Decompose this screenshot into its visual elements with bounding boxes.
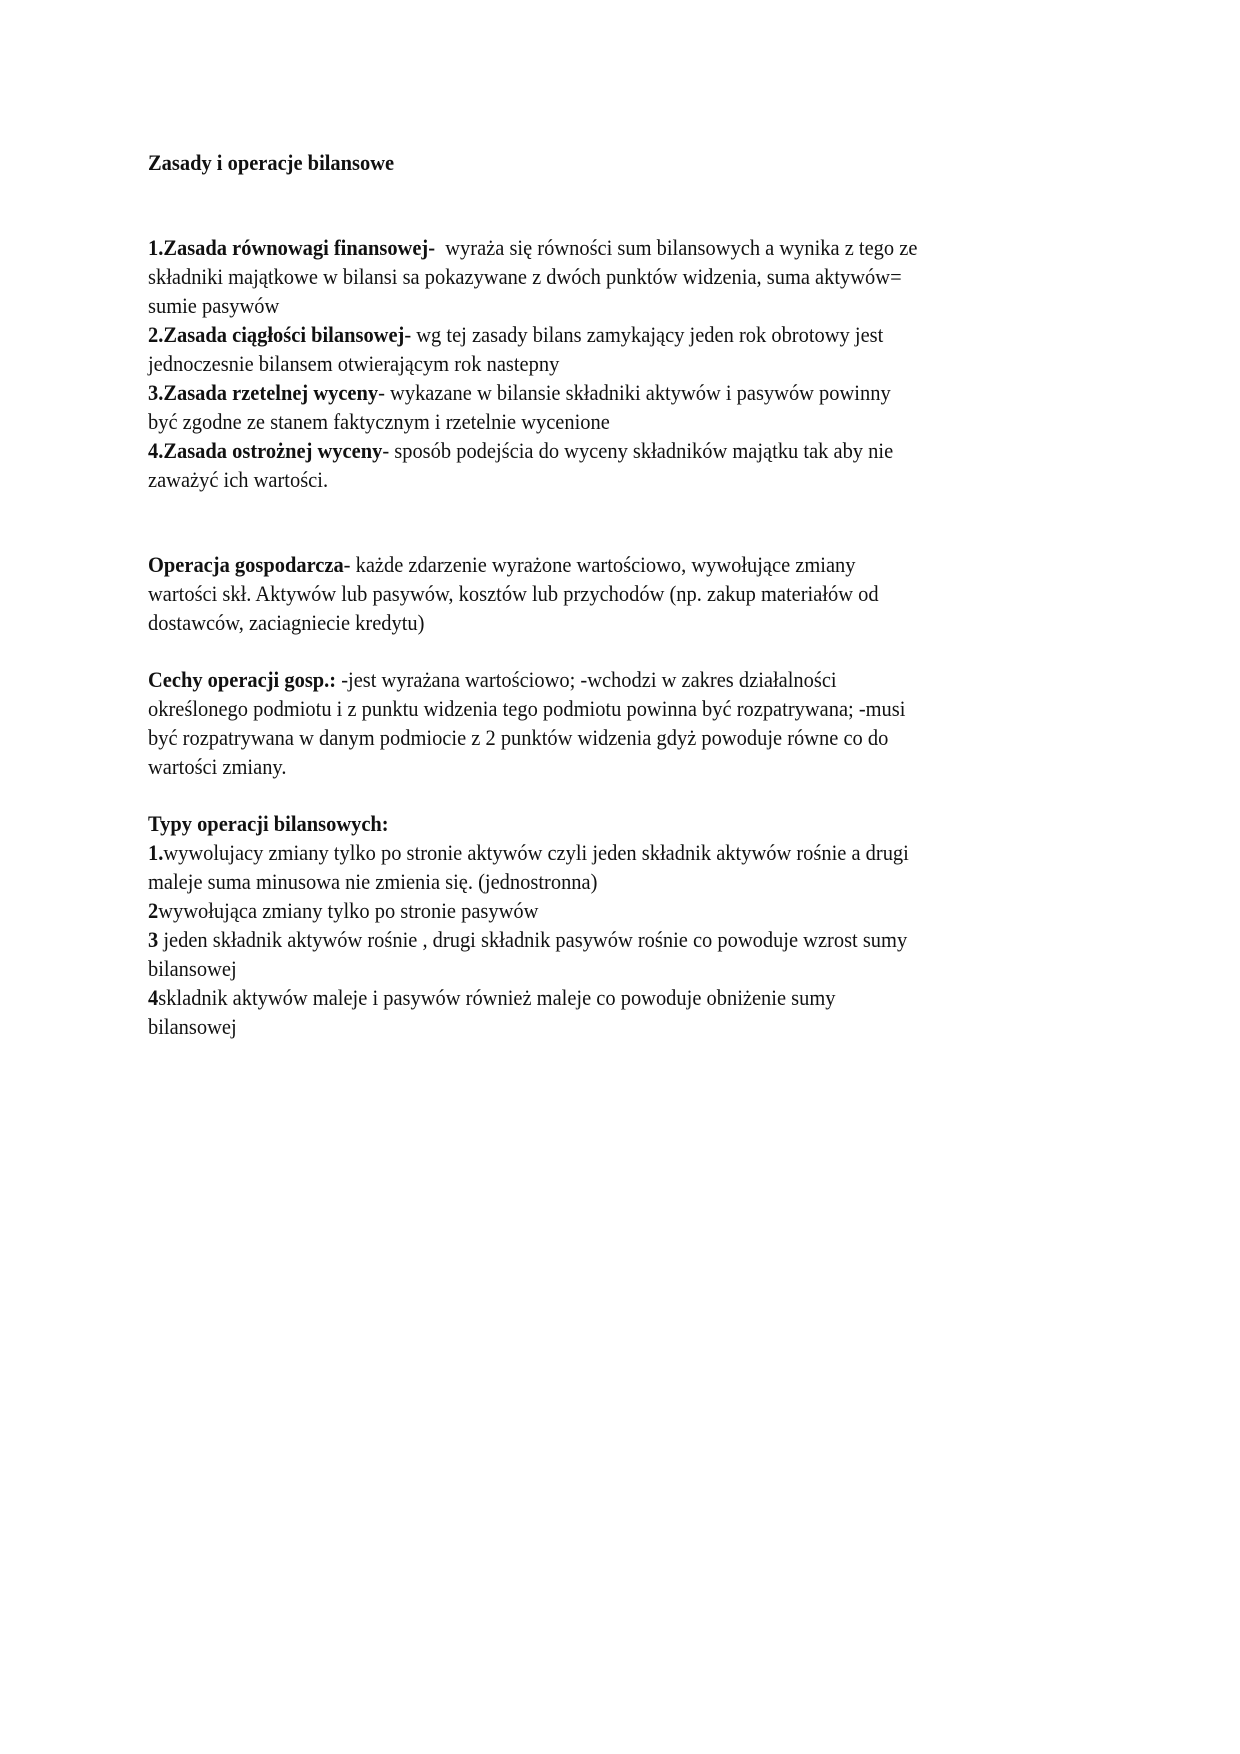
features-definition [148,665,837,694]
principle-text: - wykazane w bilansie składniki aktywów i pasywów powinny [378,380,891,405]
features-line-2: określonego podmiotu i z punktu widzenia tego podmiotu powinna być rozpatrywana; -musi [148,696,906,721]
type-text: jeden składnik aktywów rośnie , drugi składnik pasywów rośnie co powoduje wzrost sumy [158,927,908,952]
type-number: 2 [148,898,159,923]
principle-3-line-2: być zgodne ze stanem faktycznym i rzetelnie wycenione [148,409,610,434]
type-number: 4 [148,985,159,1010]
features-line-4: wartości zmiany. [148,754,287,779]
principle-2 [148,320,883,349]
principle-1-line-3: sumie pasywów [148,293,280,318]
type-text: wywolujacy zmiany tylko po stronie aktywów czyli jeden składnik aktywów rośnie a drugi [163,840,909,865]
principle-heading: 4.Zasada ostrożnej wyceny [148,438,383,463]
principle-text: wyraża się równości sum bilansowych a wynika z tego ze [435,235,918,260]
features-line-3: być rozpatrywana w danym podmiocie z 2 punktów widzenia gdyż powoduje równe co do [148,725,889,750]
type-item-3-line-2: bilansowej [148,956,237,981]
type-item-4 [148,983,836,1012]
operation-line-3: dostawców, zaciagniecie kredytu) [148,610,425,635]
type-item-1 [148,838,909,867]
operation-text: - każde zdarzenie wyrażone wartościowo, wywołujące zmiany [343,552,856,577]
type-item-3 [148,925,907,954]
principle-1-line-2: składniki majątkowe w bilansi sa pokazywane z dwóch punktów widzenia, suma aktywów= [148,264,902,289]
principle-heading: 1.Zasada równowagi finansowej- [148,235,436,260]
principle-4 [148,436,893,465]
principle-heading: 3.Zasada rzetelnej wyceny [148,380,379,405]
features-text: -jest wyrażana wartościowo; -wchodzi w zakres działalności [336,667,837,692]
operation-definition [148,550,856,579]
principle-4-line-2: zaważyć ich wartości. [148,467,329,492]
principle-2-line-2: jednoczesnie bilansem otwierającym rok nastepny [148,351,560,376]
features-heading: Cechy operacji gosp.: [148,667,337,692]
type-item-2 [148,896,538,925]
type-item-1-line-2: maleje suma minusowa nie zmienia się. (jednostronna) [148,869,598,894]
document-title: Zasady i operacje bilansowe [148,150,395,175]
type-number: 3 [148,927,159,952]
principle-text: - sposób podejścia do wyceny składników majątku tak aby nie [382,438,894,463]
type-number: 1. [148,840,164,865]
type-item-4-line-2: bilansowej [148,1014,237,1039]
principle-3 [148,378,891,407]
operation-line-2: wartości skł. Aktywów lub pasywów, kosztów lub przychodów (np. zakup materiałów od [148,581,879,606]
operation-heading: Operacja gospodarcza [148,552,344,577]
principle-text: - wg tej zasady bilans zamykający jeden rok obrotowy jest [404,322,884,347]
principle-1 [148,233,917,262]
types-heading: Typy operacji bilansowych: [148,811,389,836]
principle-heading: 2.Zasada ciągłości bilansowej [148,322,405,347]
type-text: skladnik aktywów maleje i pasywów również maleje co powoduje obniżenie sumy [158,985,836,1010]
type-text: wywołująca zmiany tylko po stronie pasywów [158,898,539,923]
